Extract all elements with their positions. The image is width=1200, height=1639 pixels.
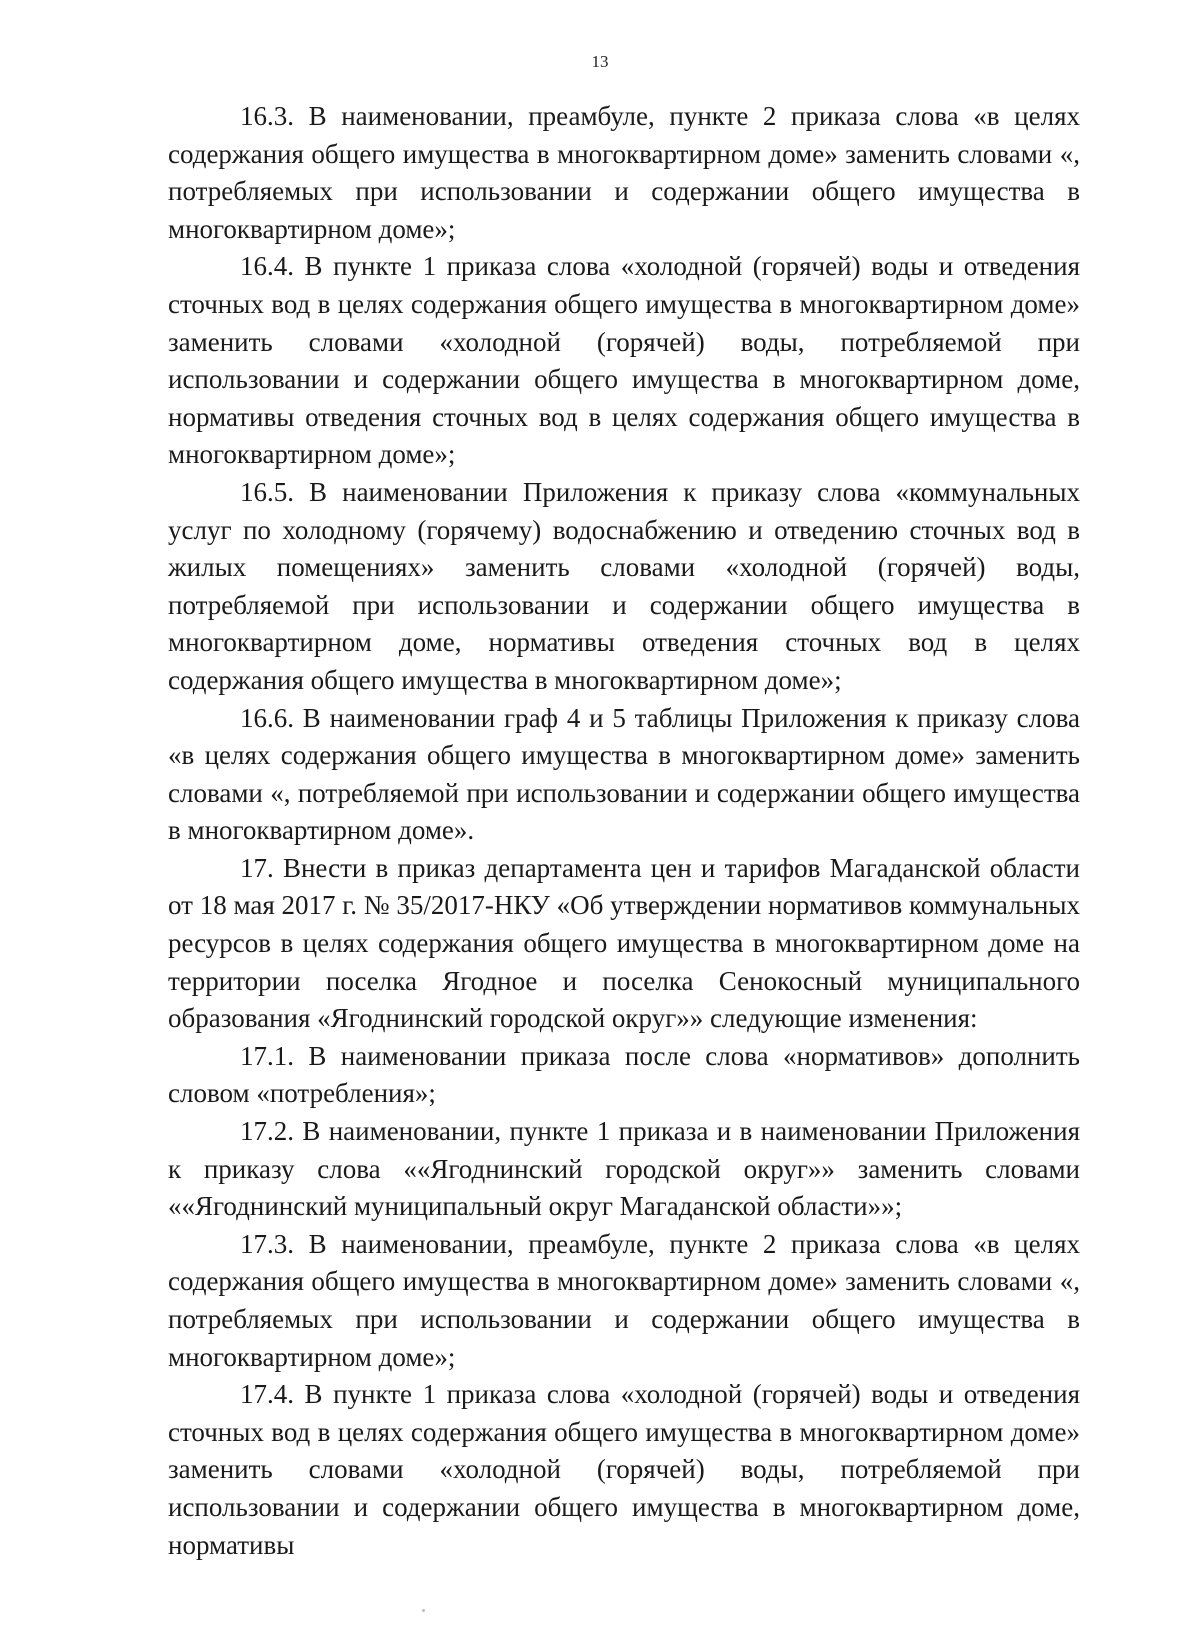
- paragraph-16-4: 16.4. В пункте 1 приказа слова «холодной (горячей) воды и отведения сточных вод в целях содержания общего имущества в многоквартирном доме» заменить словами «холодной (горячей) воды, потребляемой при использовании и содержании общего имущества в многоквартирном доме, нормативы отведения сточных вод в целях содержания общего имущества в многоквартирном доме»;: [168, 251, 1080, 470]
- document-body: [168, 98, 1080, 1564]
- scan-speck: [422, 1609, 425, 1612]
- paragraph-17-1: 17.1. В наименовании приказа после слова «нормативов» дополнить словом «потребления»;: [168, 1040, 1080, 1109]
- paragraph-17: 17. Внести в приказ департамента цен и тарифов Магаданской области от 18 мая 2017 г. № 35/2017-НКУ «Об утверждении нормативов коммунальных ресурсов в целях содержания общего имущества в многоквартирном доме на территории поселка Ягодное и поселка Сенокосный муниципального образования «Ягоднинский городской округ»» следующие изменения:: [168, 852, 1080, 1034]
- paragraph-17-2: 17.2. В наименовании, пункте 1 приказа и в наименовании Приложения к приказу слова ««Ягоднинский городской округ»» заменить словами ««Ягоднинский муниципальный округ Магаданской области»»;: [168, 1116, 1080, 1222]
- paragraph-17-3: 17.3. В наименовании, преамбуле, пункте 2 приказа слова «в целях содержания общего имущества в многоквартирном доме» заменить словами «, потребляемых при использовании и содержании общего имущества в многоквартирном доме»;: [168, 1228, 1080, 1372]
- page-number: 13: [591, 52, 609, 71]
- paragraph-16-6: 16.6. В наименовании граф 4 и 5 таблицы Приложения к приказу слова «в целях содержания общего имущества в многоквартирном доме» заменить словами «, потребляемой при использовании и содержании общего имущества в многоквартирном доме».: [168, 702, 1080, 846]
- paragraph-16-5: 16.5. В наименовании Приложения к приказу слова «коммунальных услуг по холодному (горячему) водоснабжению и отведению сточных вод в жилых помещениях» заменить словами «холодной (горячей) воды, потребляемой при использовании и содержании общего имущества в многоквартирном доме, нормативы отведения сточных вод в целях содержания общего имущества в многоквартирном доме»;: [168, 476, 1080, 695]
- paragraph-16-3: 16.3. В наименовании, преамбуле, пункте 2 приказа слова «в целях содержания общего имущества в многоквартирном доме» заменить словами «, потребляемых при использовании и содержании общего имущества в многоквартирном доме»;: [168, 101, 1080, 244]
- paragraph-17-4: 17.4. В пункте 1 приказа слова «холодной (горячей) воды и отведения сточных вод в целях содержания общего имущества в многоквартирном доме» заменить словами «холодной (горячей) воды, потребляемой при использовании и содержании общего имущества в многоквартирном доме, нормативы: [168, 1379, 1080, 1560]
